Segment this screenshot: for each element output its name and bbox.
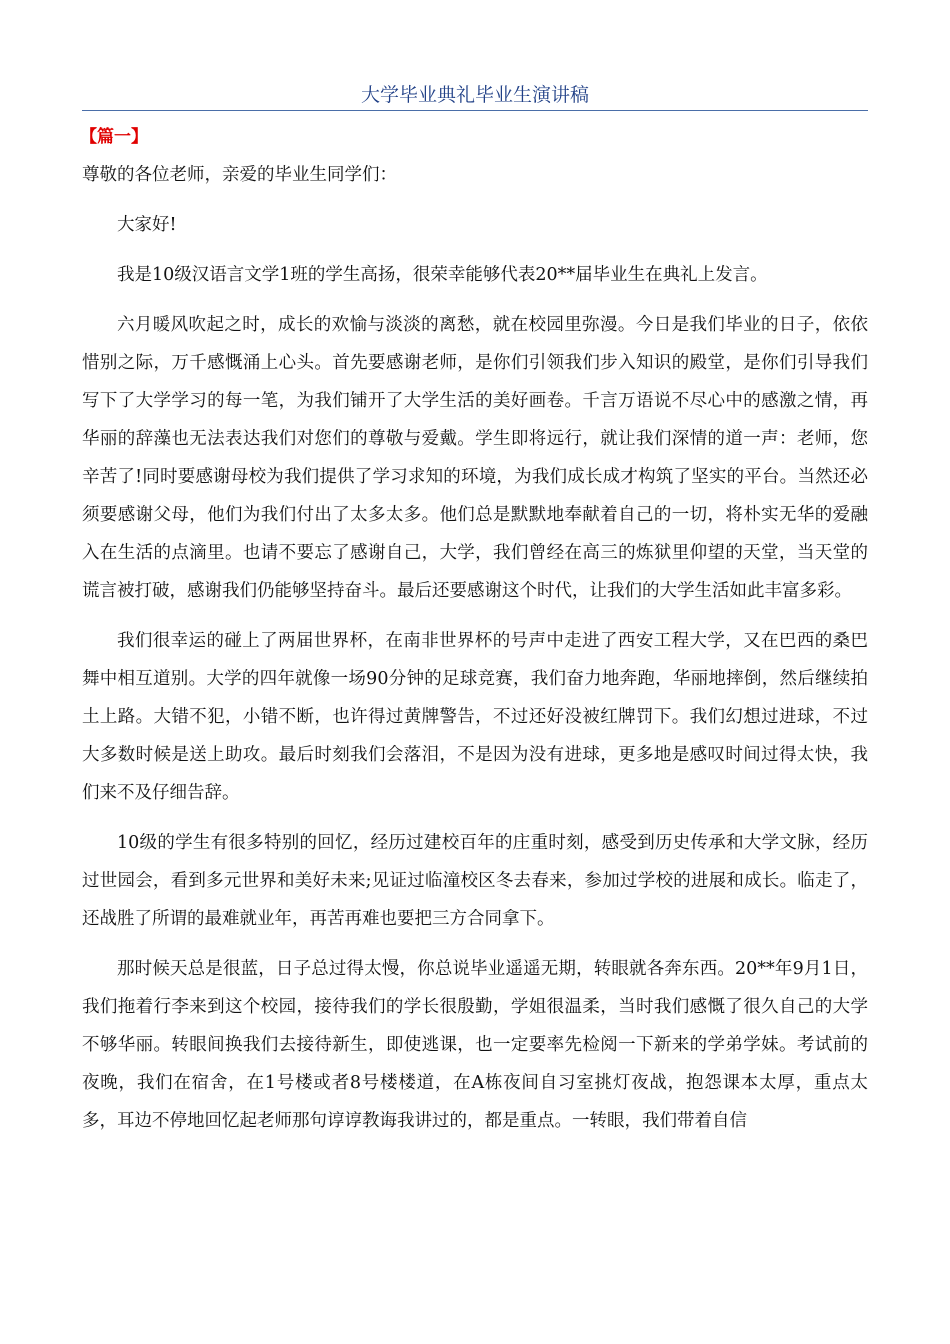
- header-divider: [82, 110, 868, 111]
- document-body: [82, 156, 868, 1152]
- section-label: 【篇一】: [80, 127, 148, 147]
- paragraph-world-cup: 我们很幸运的碰上了两届世界杯，在南非世界杯的号声中走进了西安工程大学，又在巴西的桑巴舞中相互道别。大学的四年就像一场90分钟的足球竞赛，我们奋力地奔跑，华丽地摔倒，然后继续拍土上路。大错不犯，小错不断，也许得过黄牌警告，不过还好没被红牌罚下。我们幻想过进球，不过大多数时候是送上助攻。最后时刻我们会落泪，不是因为没有进球，更多地是感叹时间过得太快，我们来不及仔细告辞。: [82, 631, 868, 803]
- salutation: 尊敬的各位老师，亲爱的毕业生同学们：: [82, 165, 397, 185]
- document-header-title: 大学毕业典礼毕业生演讲稿: [360, 84, 589, 106]
- paragraph-campus-life: 那时候天总是很蓝，日子总过得太慢，你总说毕业遥遥无期，转眼就各奔东西。20**年9月1日，我们拖着行李来到这个校园，接待我们的学长很殷勤，学姐很温柔，当时我们感慨了很久自己的大学不够华丽。转眼间换我们去接待新生，即使逃课，也一定要率先检阅一下新来的学弟学妹。考试前的夜晚，我们在宿舍，在1号楼或者8号楼楼道，在A栋夜间自习室挑灯夜战，抱怨课本太厚，重点太多，耳边不停地回忆起老师那句谆谆教诲我讲过的，都是重点。一转眼，我们带着自信: [82, 959, 868, 1131]
- paragraph-gratitude: 六月暖风吹起之时，成长的欢愉与淡淡的离愁，就在校园里弥漫。今日是我们毕业的日子，依依惜别之际，万千感慨涌上心头。首先要感谢老师，是你们引领我们步入知识的殿堂，是你们引导我们写下了大学学习的每一笔，为我们铺开了大学生活的美好画卷。千言万语说不尽心中的感激之情，再华丽的辞藻也无法表达我们对您们的尊敬与爱戴。学生即将远行，就让我们深情的道一声：老师，您辛苦了!同时要感谢母校为我们提供了学习求知的环境，为我们成长成才构筑了坚实的平台。当然还必须要感谢父母，他们为我们付出了太多太多。他们总是默默地奉献着自己的一切，将朴实无华的爱融入在生活的点滴里。也请不要忘了感谢自己，大学，我们曾经在高三的炼狱里仰望的天堂，当天堂的谎言被打破，感谢我们仍能够坚持奋斗。最后还要感谢这个时代，让我们的大学生活如此丰富多彩。: [82, 315, 868, 601]
- paragraph-greeting: 大家好!: [117, 215, 177, 235]
- paragraph-memories: 10级的学生有很多特别的回忆，经历过建校百年的庄重时刻，感受到历史传承和大学文脉，经历过世园会，看到多元世界和美好未来;见证过临潼校区冬去春来，参加过学校的进展和成长。临走了，还战胜了所谓的最难就业年，再苦再难也要把三方合同拿下。: [82, 833, 868, 929]
- paragraph-introduction: 我是10级汉语言文学1班的学生高扬，很荣幸能够代表20**届毕业生在典礼上发言。: [117, 265, 768, 285]
